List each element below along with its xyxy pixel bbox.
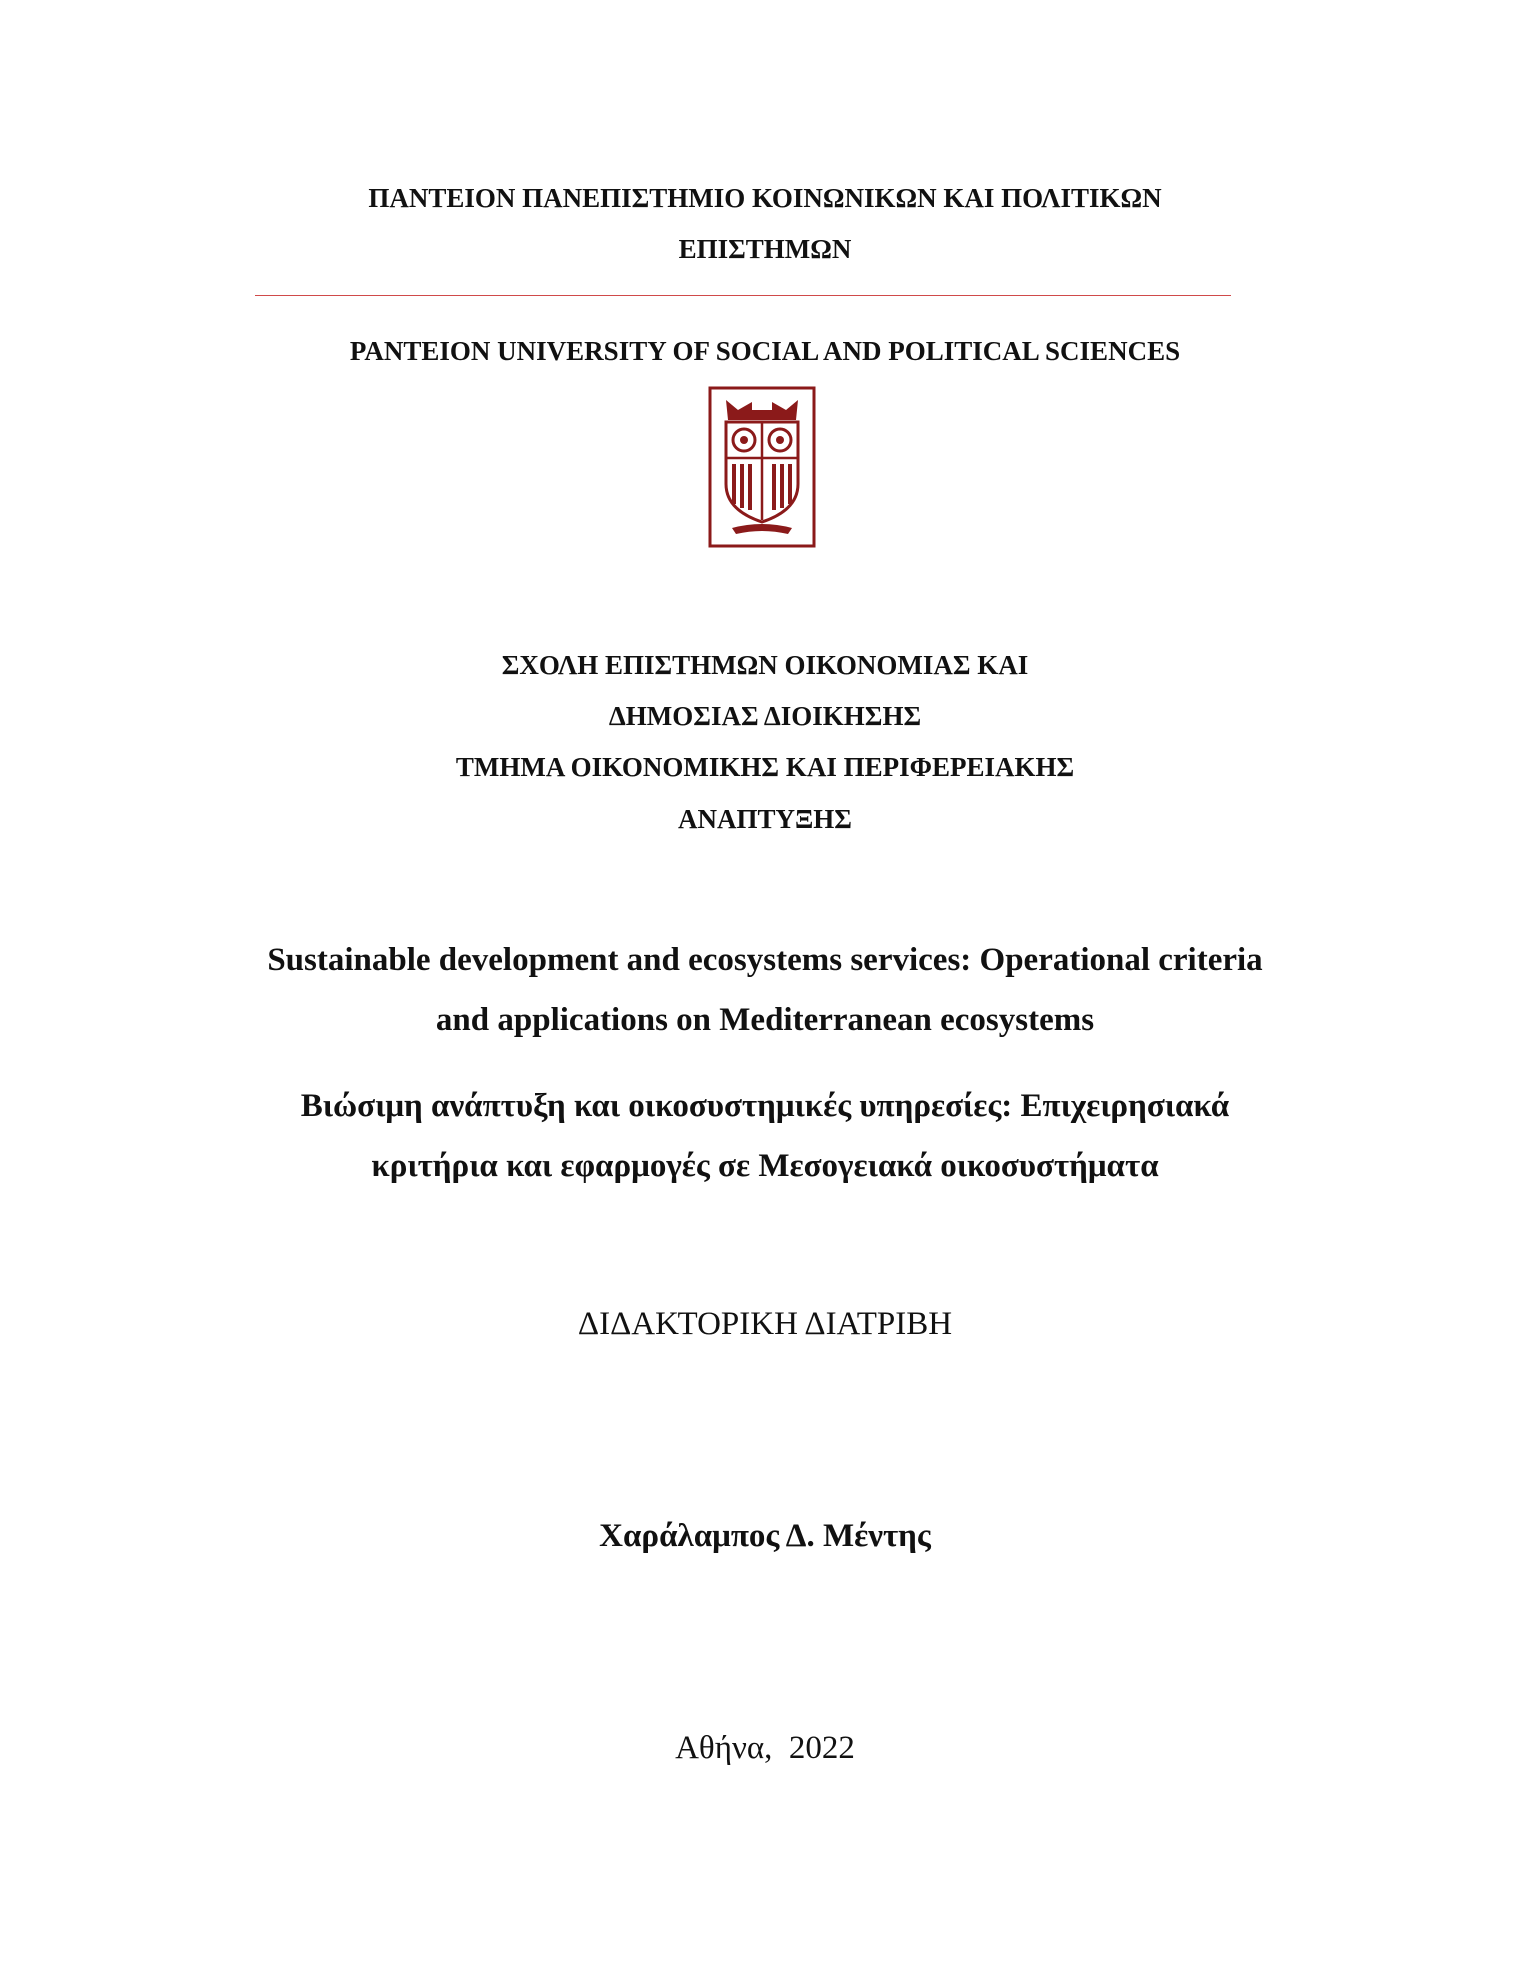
university-name-english: PANTEION UNIVERSITY OF SOCIAL AND POLITICAL SCIENCES — [349, 336, 1181, 366]
department-name-line1: ΤΜΗΜΑ ΟΙΚΟΝΟΜΙΚΗΣ ΚΑΙ ΠΕΡΙΦΕΡΕΙΑΚΗΣ — [455, 752, 1075, 782]
university-name-greek-line2: ΕΠΙΣΤΗΜΩΝ — [678, 234, 852, 264]
school-name-line1: ΣΧΟΛΗ ΕΠΙΣΤΗΜΩΝ ΟΙΚΟΝΟΜΙΑΣ ΚΑΙ — [501, 650, 1029, 680]
university-name-greek-line1: ΠΑΝΤΕΙΟΝ ΠΑΝΕΠΙΣΤΗΜΙΟ ΚΟΙΝΩΝΙΚΩΝ ΚΑΙ ΠΟΛΙΤΙΚΩΝ — [368, 183, 1162, 213]
author-name: Χαράλαμπος Δ. Μέντης — [599, 1518, 931, 1554]
divider-rule — [255, 295, 1231, 296]
department-name-line2: ΑΝΑΠΤΥΞΗΣ — [678, 804, 852, 834]
university-crest-icon — [708, 386, 816, 548]
thesis-title-greek-line1: Βιώσιμη ανάπτυξη και οικοσυστημικές υπηρεσίες: Επιχειρησιακά — [300, 1088, 1230, 1124]
thesis-type: ΔΙΔΑΚΤΟΡΙΚΗ ΔΙΑΤΡΙΒΗ — [577, 1306, 953, 1342]
thesis-title-greek-line2: κριτήρια και εφαρμογές σε Μεσογειακά οικοσυστήματα — [371, 1148, 1159, 1184]
thesis-title-english-line1: Sustainable development and ecosystems services: Operational criteria — [267, 942, 1263, 978]
place-and-date: Αθήνα, 2022 — [675, 1730, 855, 1766]
thesis-title-english-line2: and applications on Mediterranean ecosystems — [435, 1002, 1095, 1038]
school-name-line2: ΔΗΜΟΣΙΑΣ ΔΙΟΙΚΗΣΗΣ — [608, 701, 922, 731]
